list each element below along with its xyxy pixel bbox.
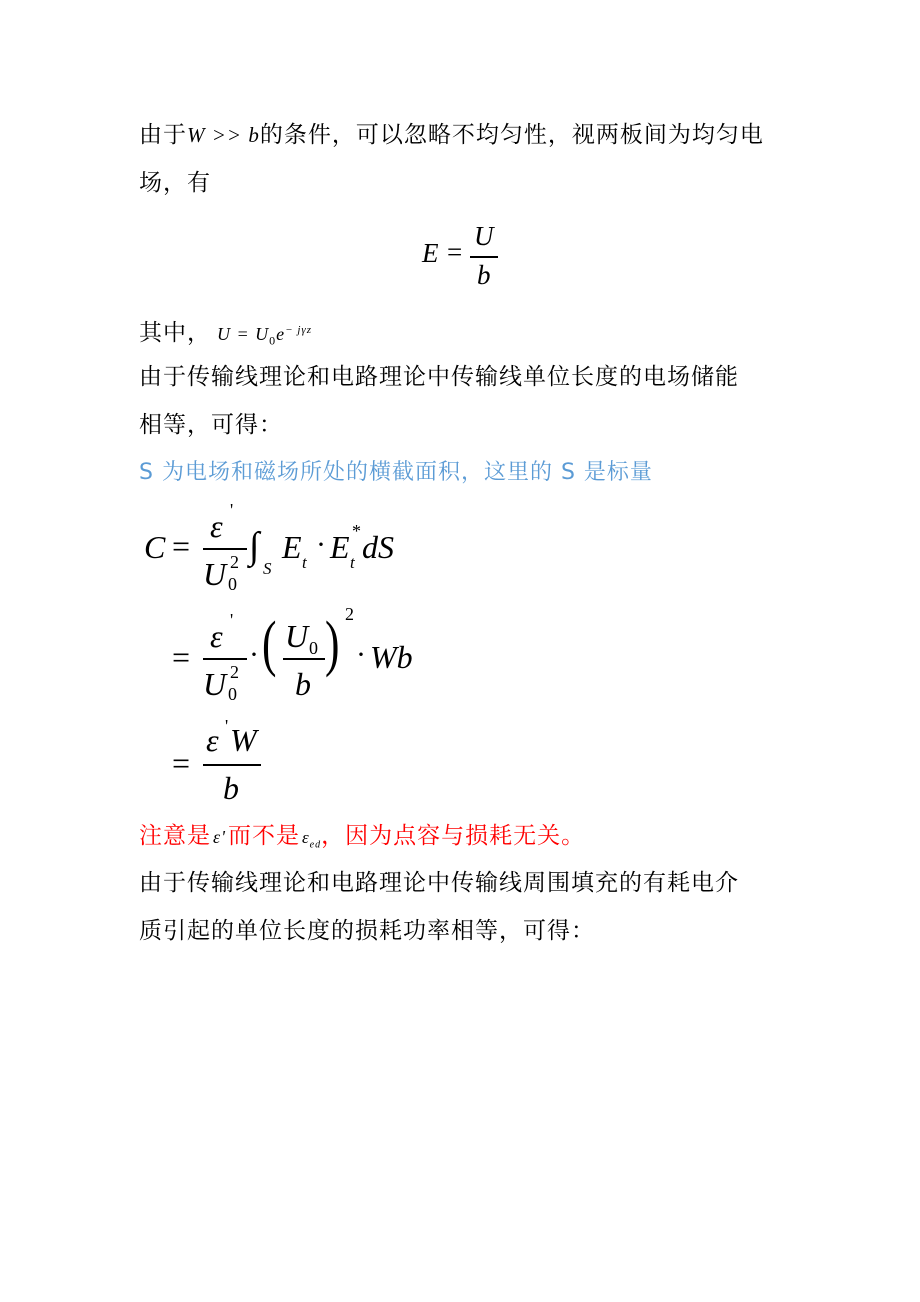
eq1-numerator: U — [474, 221, 494, 251]
eq2-equals-2: = — [172, 639, 191, 675]
eq2-dS: dS — [362, 529, 394, 565]
eq2-sub0-1: 0 — [228, 574, 237, 594]
eq2-U-3: U — [285, 618, 309, 654]
eq2-equals-3: = — [172, 745, 191, 781]
eq2-dot-2: · — [249, 638, 259, 671]
eq2-t-2: t — [350, 553, 355, 572]
math-sub: ed — [309, 839, 322, 851]
eq2-bar-1 — [203, 548, 247, 550]
eq2-dot-3: · — [356, 638, 366, 671]
eq2-integral: ∫ — [249, 525, 260, 567]
note-red — [139, 821, 585, 860]
eq2-sup2-1: 2 — [230, 552, 239, 572]
text: 而不是 — [227, 823, 300, 849]
eq2-prime-1: ' — [230, 500, 234, 520]
text: 的条件，可以忽略不均匀性，视两板间为均匀电 — [259, 122, 764, 148]
math-base: ε — [301, 828, 310, 847]
paragraph-energy-line1: 由于传输线理论和电路理论中传输线单位长度的电场储能 — [139, 364, 739, 390]
eq2-Wb: Wb — [370, 639, 413, 675]
eq2-sub0-2: 0 — [228, 684, 237, 704]
paragraph-condition-line1 — [139, 120, 764, 150]
eq2-lparen: ( — [262, 610, 277, 678]
eq2-bar-3 — [283, 658, 325, 660]
eq1-denominator: b — [477, 260, 491, 290]
eq2-bar-2 — [203, 658, 247, 660]
eq2-prime-2: ' — [230, 610, 234, 630]
eq2-t-1: t — [302, 553, 307, 572]
eq2-sup2-2: 2 — [230, 662, 239, 682]
note-blue: S 为电场和磁场所处的横截面积，这里的 S 是标量 — [139, 460, 653, 485]
eq2-equals-1: = — [172, 528, 191, 564]
eq2-U-2: U — [203, 666, 227, 702]
eq2-rparen: ) — [325, 610, 340, 678]
paragraph-loss-line1: 由于传输线理论和电路理论中传输线周围填充的有耗电介 — [139, 870, 739, 896]
eq2-b-2: b — [223, 770, 239, 806]
eq1-fraction-bar — [470, 256, 498, 258]
text: 注意是 — [139, 823, 211, 849]
eq2-dot-1: · — [316, 528, 326, 561]
eq2-eps-2: ε — [210, 618, 223, 654]
paragraph-where — [139, 315, 312, 356]
math-e: e — [276, 324, 286, 344]
math-eps-prime: ε' — [213, 827, 226, 847]
eq2-int-sub: S — [263, 559, 272, 578]
paragraph-energy-line2: 相等，可得： — [139, 412, 283, 438]
text: 其中， — [139, 320, 211, 346]
math-sup: − jγz — [285, 324, 313, 336]
eq2-E-2: E — [330, 529, 350, 565]
eq2-C: C — [144, 529, 166, 565]
eq1-lhs: E — [422, 238, 439, 268]
eq2-star: * — [352, 521, 361, 541]
math-eps-ed — [301, 828, 322, 851]
eq2-eps-3: ε — [206, 722, 219, 758]
eq2-sup2-3: 2 — [345, 604, 354, 624]
eq2-prime-3: ' — [225, 716, 229, 736]
eq2-bar-4 — [203, 764, 261, 766]
math-base: U = U — [217, 324, 270, 344]
text: ，因为点容与损耗无关。 — [321, 823, 586, 849]
math-voltage — [217, 324, 313, 348]
math-sub: 0 — [269, 333, 277, 348]
paragraph-condition-line2: 场，有 — [139, 170, 211, 196]
eq2-eps-1: ε — [210, 508, 223, 544]
eq2-U-1: U — [203, 556, 227, 592]
eq1-equals: = — [447, 237, 463, 267]
eq2-sub0-3: 0 — [309, 638, 318, 658]
paragraph-loss-line2: 质引起的单位长度的损耗功率相等，可得： — [139, 918, 595, 944]
text: 由于 — [139, 122, 187, 148]
eq2-b-1: b — [295, 666, 311, 702]
eq2-W: W — [230, 722, 257, 758]
eq2-E-1: E — [282, 529, 302, 565]
math-inline-condition: W >> b — [187, 123, 260, 147]
